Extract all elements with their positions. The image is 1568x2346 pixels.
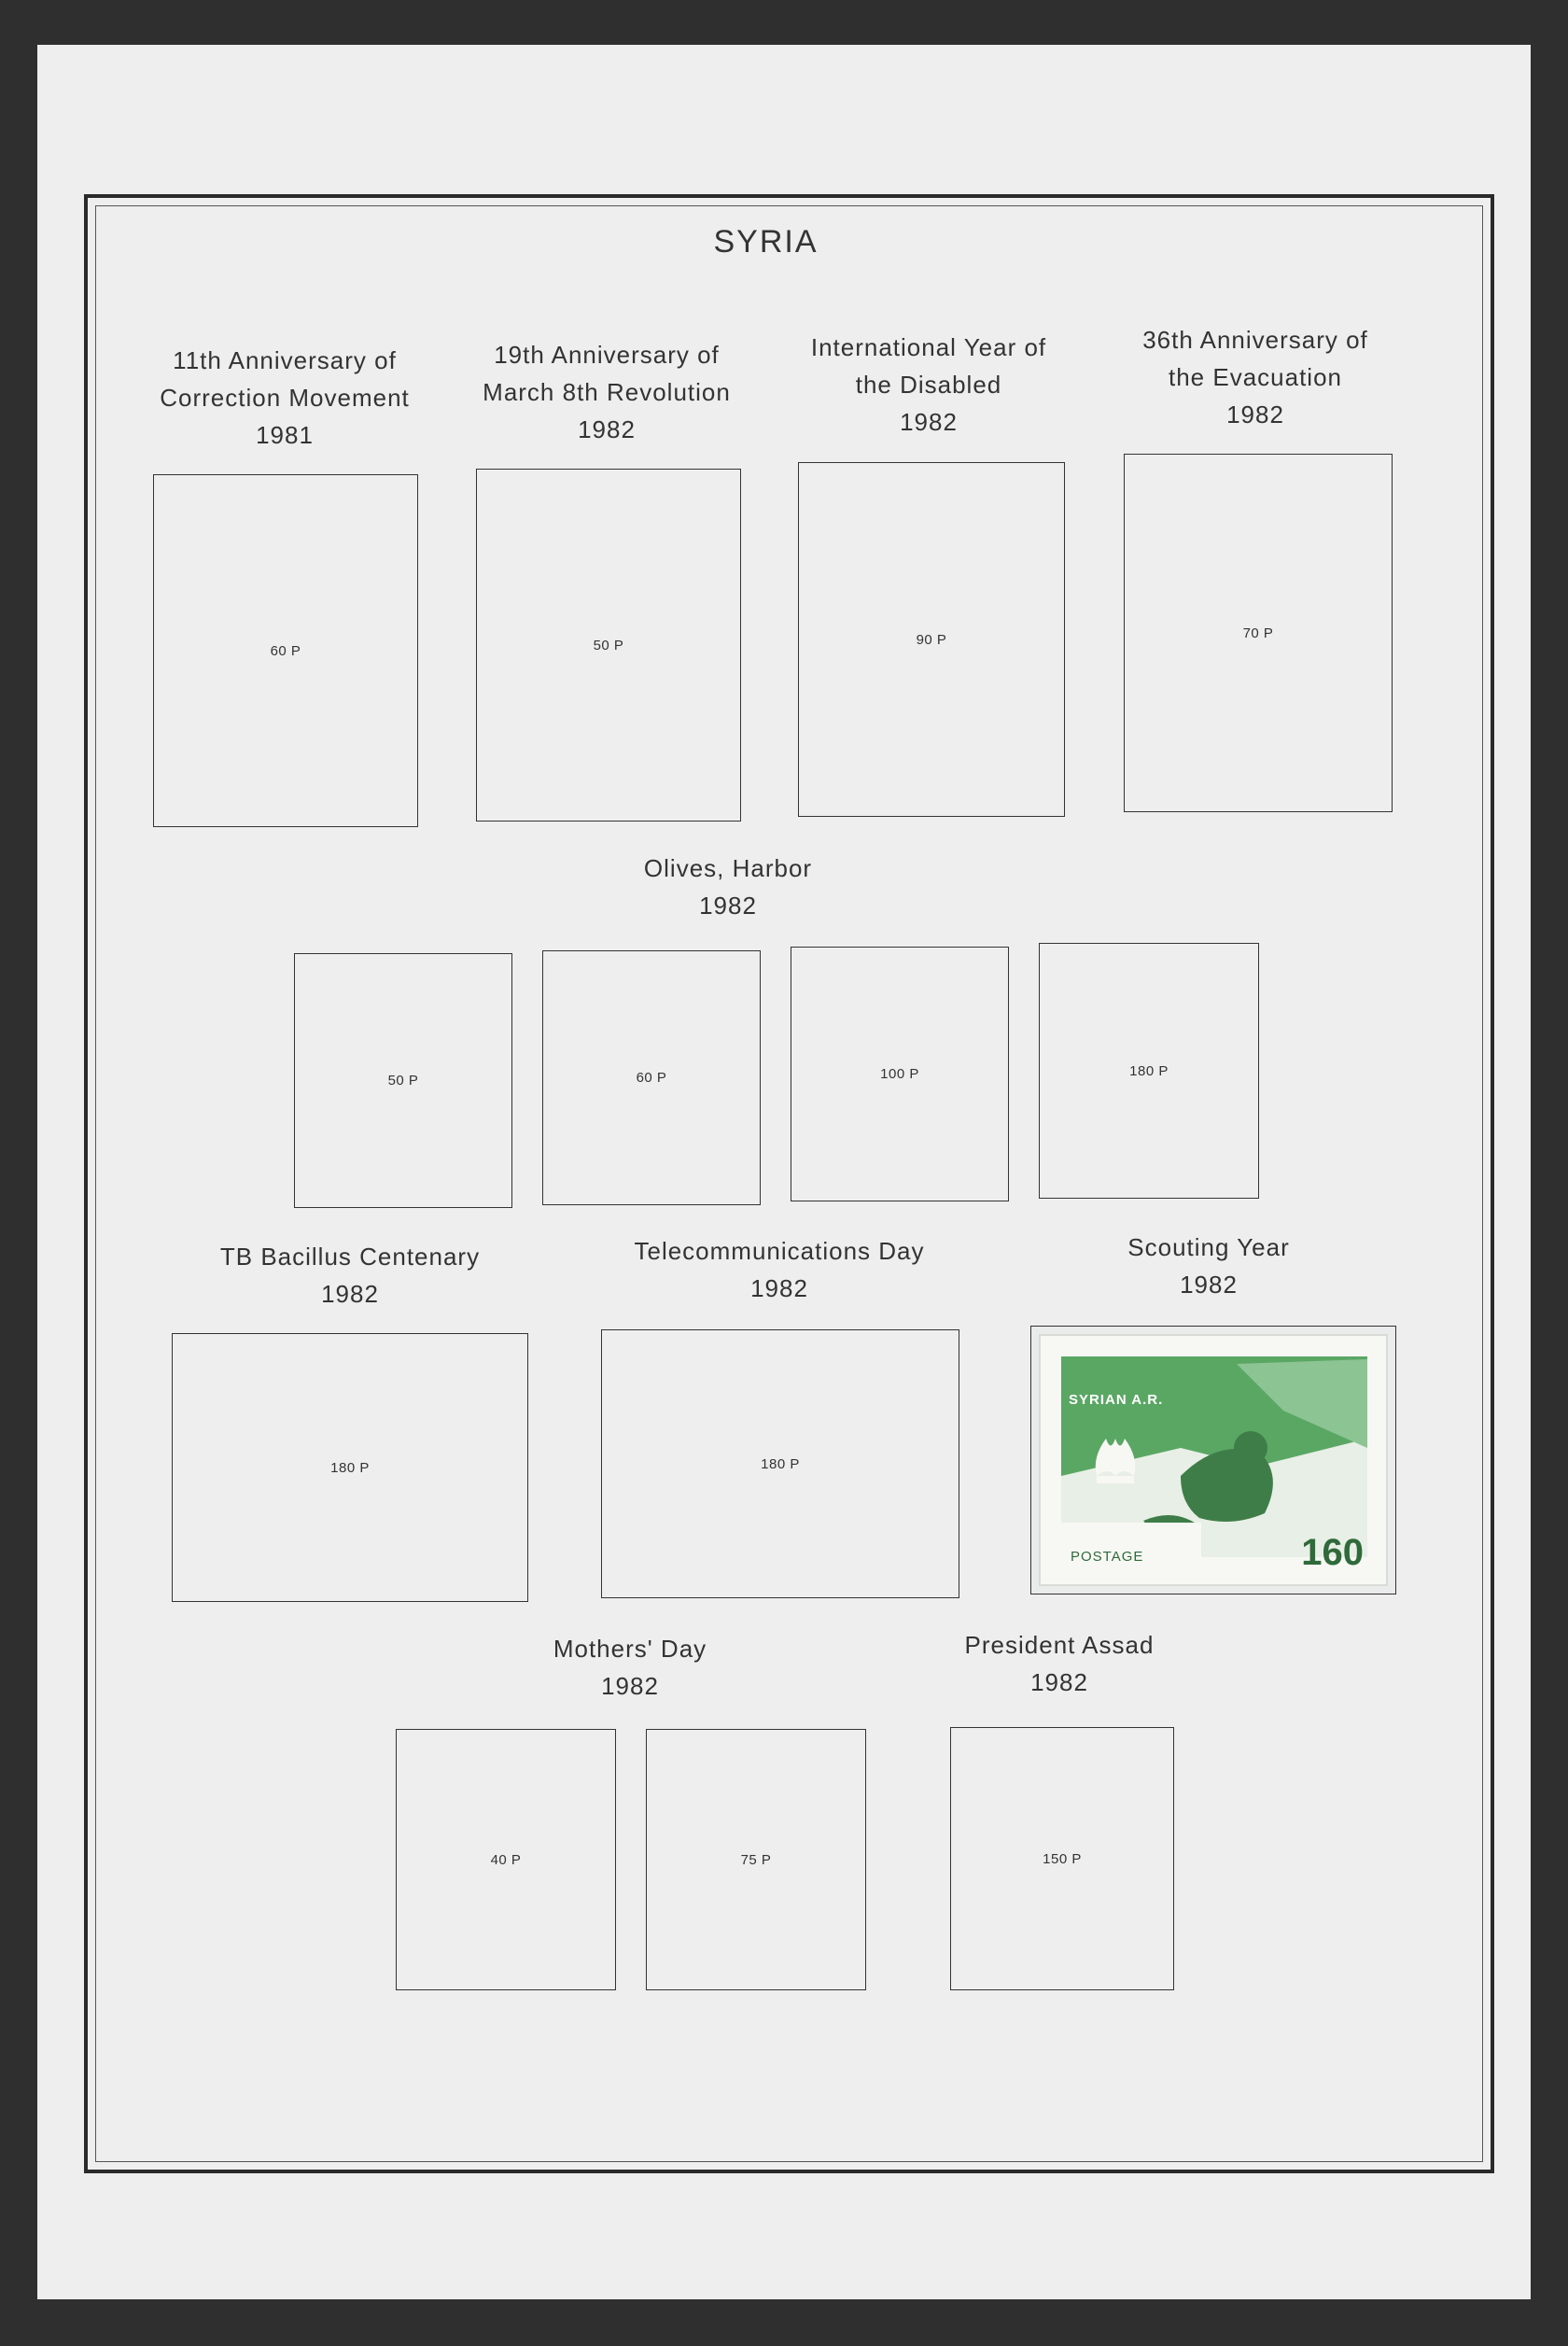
stamp-space (791, 947, 1009, 1201)
denomination-label: 90 P (916, 631, 947, 648)
denomination-label: 75 P (740, 1851, 772, 1868)
heading-president-assad: President Assad 1982 (964, 1631, 1155, 1696)
stamp-space (1039, 943, 1259, 1199)
stamp-space (950, 1727, 1174, 1990)
stamp-space (476, 469, 741, 822)
heading-telecommunications: Telecommunications Day 1982 (634, 1237, 925, 1302)
scouting-stamp-mount (1030, 1326, 1396, 1594)
denomination-label: 60 P (636, 1070, 667, 1086)
heading-mothers-day: Mothers' Day 1982 (553, 1635, 707, 1700)
stamp-space (294, 953, 512, 1208)
denomination-label: 40 P (490, 1851, 522, 1868)
denomination-label: 50 P (593, 637, 624, 653)
denomination-label: 100 P (880, 1066, 919, 1082)
heading-tb-bacillus: TB Bacillus Centenary 1982 (219, 1243, 481, 1308)
heading-correction-movement: 11th Anniversary of Correction Movement 1981 (160, 346, 410, 449)
heading-year-of-disabled: International Year of the Disabled 1982 (810, 333, 1047, 436)
stamp-space (601, 1329, 959, 1598)
heading-scouting-year: Scouting Year 1982 (1127, 1233, 1290, 1299)
scouting-year-stamp (1041, 1336, 1386, 1584)
denomination-label: 180 P (330, 1459, 370, 1476)
heading-olives-harbor: Olives, Harbor 1982 (643, 854, 813, 920)
stamp-space (172, 1333, 528, 1602)
heading-evacuation: 36th Anniversary of the Evacuation 1982 (1142, 326, 1368, 428)
stamp-space (646, 1729, 866, 1990)
page-title: SYRIA (713, 224, 819, 260)
denomination-label: 50 P (387, 1073, 419, 1089)
denomination-label: 60 P (270, 642, 301, 659)
denomination-label: 180 P (1129, 1062, 1169, 1079)
stamp-space (1124, 454, 1393, 812)
stamp-space (798, 462, 1065, 817)
stamp-country-text: SYRIAN A.R. (1069, 1392, 1164, 1408)
stamp-value-text: 160 (1301, 1532, 1364, 1573)
stamp-space (396, 1729, 616, 1990)
stamp-space (153, 474, 418, 827)
denomination-label: 150 P (1043, 1850, 1082, 1867)
heading-march-8th-revolution: 19th Anniversary of March 8th Revolution 1982 (483, 341, 731, 443)
denomination-label: 180 P (761, 1455, 800, 1472)
stamp-space (542, 950, 761, 1205)
denomination-label: 70 P (1242, 625, 1274, 641)
stamp-postage-text: POSTAGE (1071, 1549, 1144, 1565)
